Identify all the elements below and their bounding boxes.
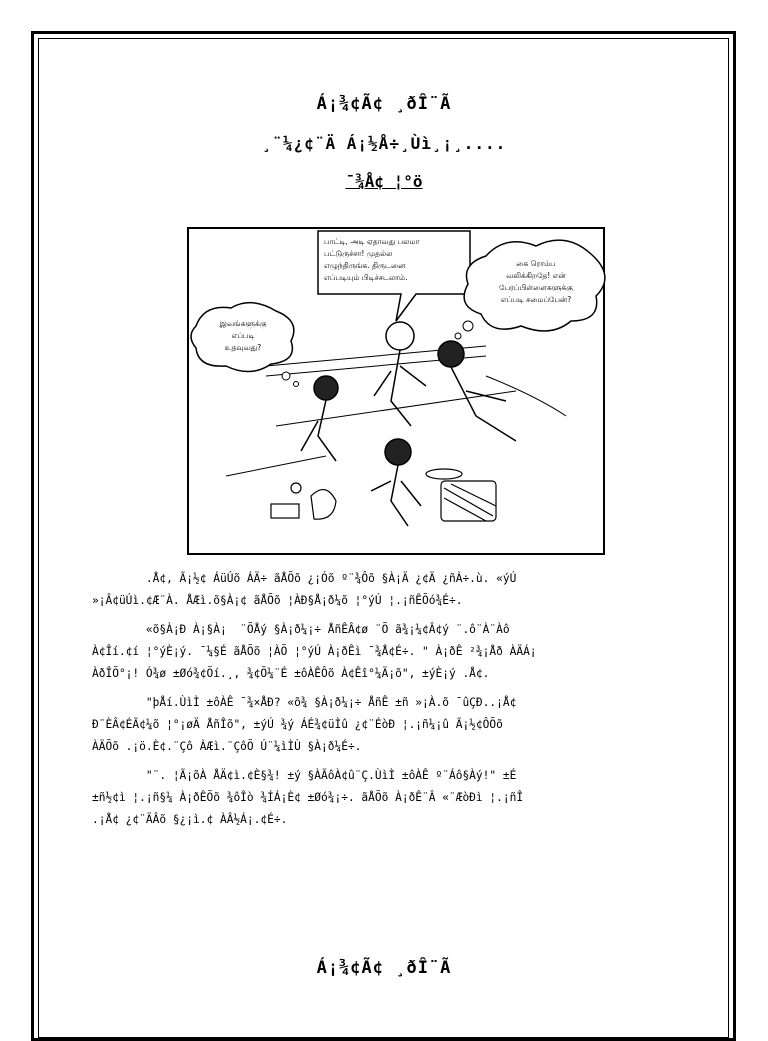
- bubble-top-line-3: எழுந்திருங்க. திருடனை: [324, 261, 406, 270]
- bubble-top-line-4: எப்படியும் பிடிச்சடலாம்.: [324, 273, 408, 282]
- bubble-top-line-2: பட்டுருச்சா! முதல்ல: [324, 249, 393, 258]
- bubble-top-line-1: பாட்டி, அடி ஏதாவது பலமா: [324, 237, 420, 246]
- bubble-left-line-1: இவங்களுக்கு: [219, 319, 267, 328]
- paragraph-line: ±ñ½¢ì ¦.¡ñ§¼ À¡ðÊÕõ ¾ôÎò ¾ÍÁ¡È¢ ±Øó¾¡÷. ãÅÕõ À¡ðÊ¨Â «¨ÆòÐì ¦.¡ñÎ: [92, 791, 524, 804]
- paragraph-line: «õ§À¡Ð À¡§À¡ ¨ÕÅý §À¡ð¼¡÷ ÅñÊÂ¢ø ¨Õ ã¾¡¼¢Â¢ý ¨.ô¨À¨Àô: [92, 623, 510, 636]
- paragraph-3: [92, 692, 682, 758]
- bubble-left-line-2: எப்படி: [231, 331, 255, 340]
- page-subtitle: ¸¨¼¿¢¨Ä Á¡½Å÷¸Ùì¸¡¸....: [261, 134, 507, 153]
- bubble-left-line-3: உதவுவது?: [224, 343, 262, 352]
- paragraph-line: À¢Îí.¢í ¦°ýÈ¡ý. ¯¼§É ãÅÕõ ¦ÀÕ ¦°ýÚ À¡ðÊì ¯¾Å¢É÷. " À¡ðÊ ²¾¡Åð ÀÄÁ¡: [92, 645, 537, 658]
- paragraph-line: ÀÄÕõ .¡ö.È¢.¨Çô ÀÆì.¨ÇôÕ Ú¨¼ìÌÙ §À¡ð¼É÷.: [92, 740, 362, 753]
- footer-title: Á¡¾¢Ã¢ ¸ðÎ¨Ã: [316, 958, 452, 978]
- paragraph-line: "þÅí.ÙìÌ ±ôÀÊ ¯¾×ÅÐ? «õ¾ §À¡ð¼¡÷ ÅñÊ ±ñ »¡À.õ ¯ûÇÐ..¡Å¢: [92, 696, 517, 709]
- paragraph-line: .¡Å¢ ¿¢¨ÄÂõ §¿¡ì.¢ ÀÂ½Á¡.¢É÷.: [92, 813, 288, 826]
- bubble-right-line-3: பேரப்பிள்ளைகளுக்கு: [499, 283, 573, 292]
- paragraph-line: ÀðÎÕ°¡! Ó¾ø ±Øó¾¢Õí.¸, ¾¢Õ¼¨É ±ôÀÊÔõ À¢Êî°¼Ä¡õ", ±ýÈ¡ý .Å¢.: [92, 667, 490, 680]
- paragraph-2: [92, 619, 682, 685]
- bubble-right-line-2: வலிக்கிறதே! என்: [506, 271, 566, 280]
- bubble-right-line-4: எப்படி சமைப்பேன்?: [500, 295, 572, 304]
- paragraph-line: »¡Â¢üÚì.¢Æ¨À. ÅÆì.õ§À¡¢ ãÅÕõ ¦ÀÐ§Å¡ð¼õ ¦°ýÚ ¦.¡ñÊÕó¾É÷.: [92, 594, 463, 607]
- paragraph-line: .Å¢, Ã¡½¢ ÁüÚõ ÁÄ÷ ãÅÕõ ¿¡Óõ º¨¾Ôõ §À¡Ä ¿¢Ä ¿ñÀ÷.ù. «ýÚ: [92, 572, 517, 585]
- story-illustration: [186, 226, 606, 556]
- paragraph-line: "¨. ¦Ã¡õÀ ÅÄ¢ì.¢È§¾! ±ý §ÀÃôÀ¢û¨Ç.ÙìÌ ±ôÀÊ º¨Áô§Àý!" ±É: [92, 769, 517, 782]
- paragraph-line: Ð¨ÈÂ¢ÉÃ¢¼õ ¦°¡øÄ ÅñÎõ", ±ýÚ ¾ý ÁÉ¾¢üÌû ¿¢¨ÉòÐ ¦.¡ñ¼¡û Ã¡½¢ÔÕõ: [92, 718, 503, 731]
- page-title: Á¡¾¢Ã¢ ¸ðÎ¨Ã: [316, 94, 452, 114]
- bubble-right-line-1: கை ரொம்ப: [516, 259, 556, 268]
- page-topic: ¯¾Å¢ ¦°ö: [345, 172, 423, 191]
- paragraph-4: [92, 765, 682, 831]
- paragraph-1: [92, 568, 682, 612]
